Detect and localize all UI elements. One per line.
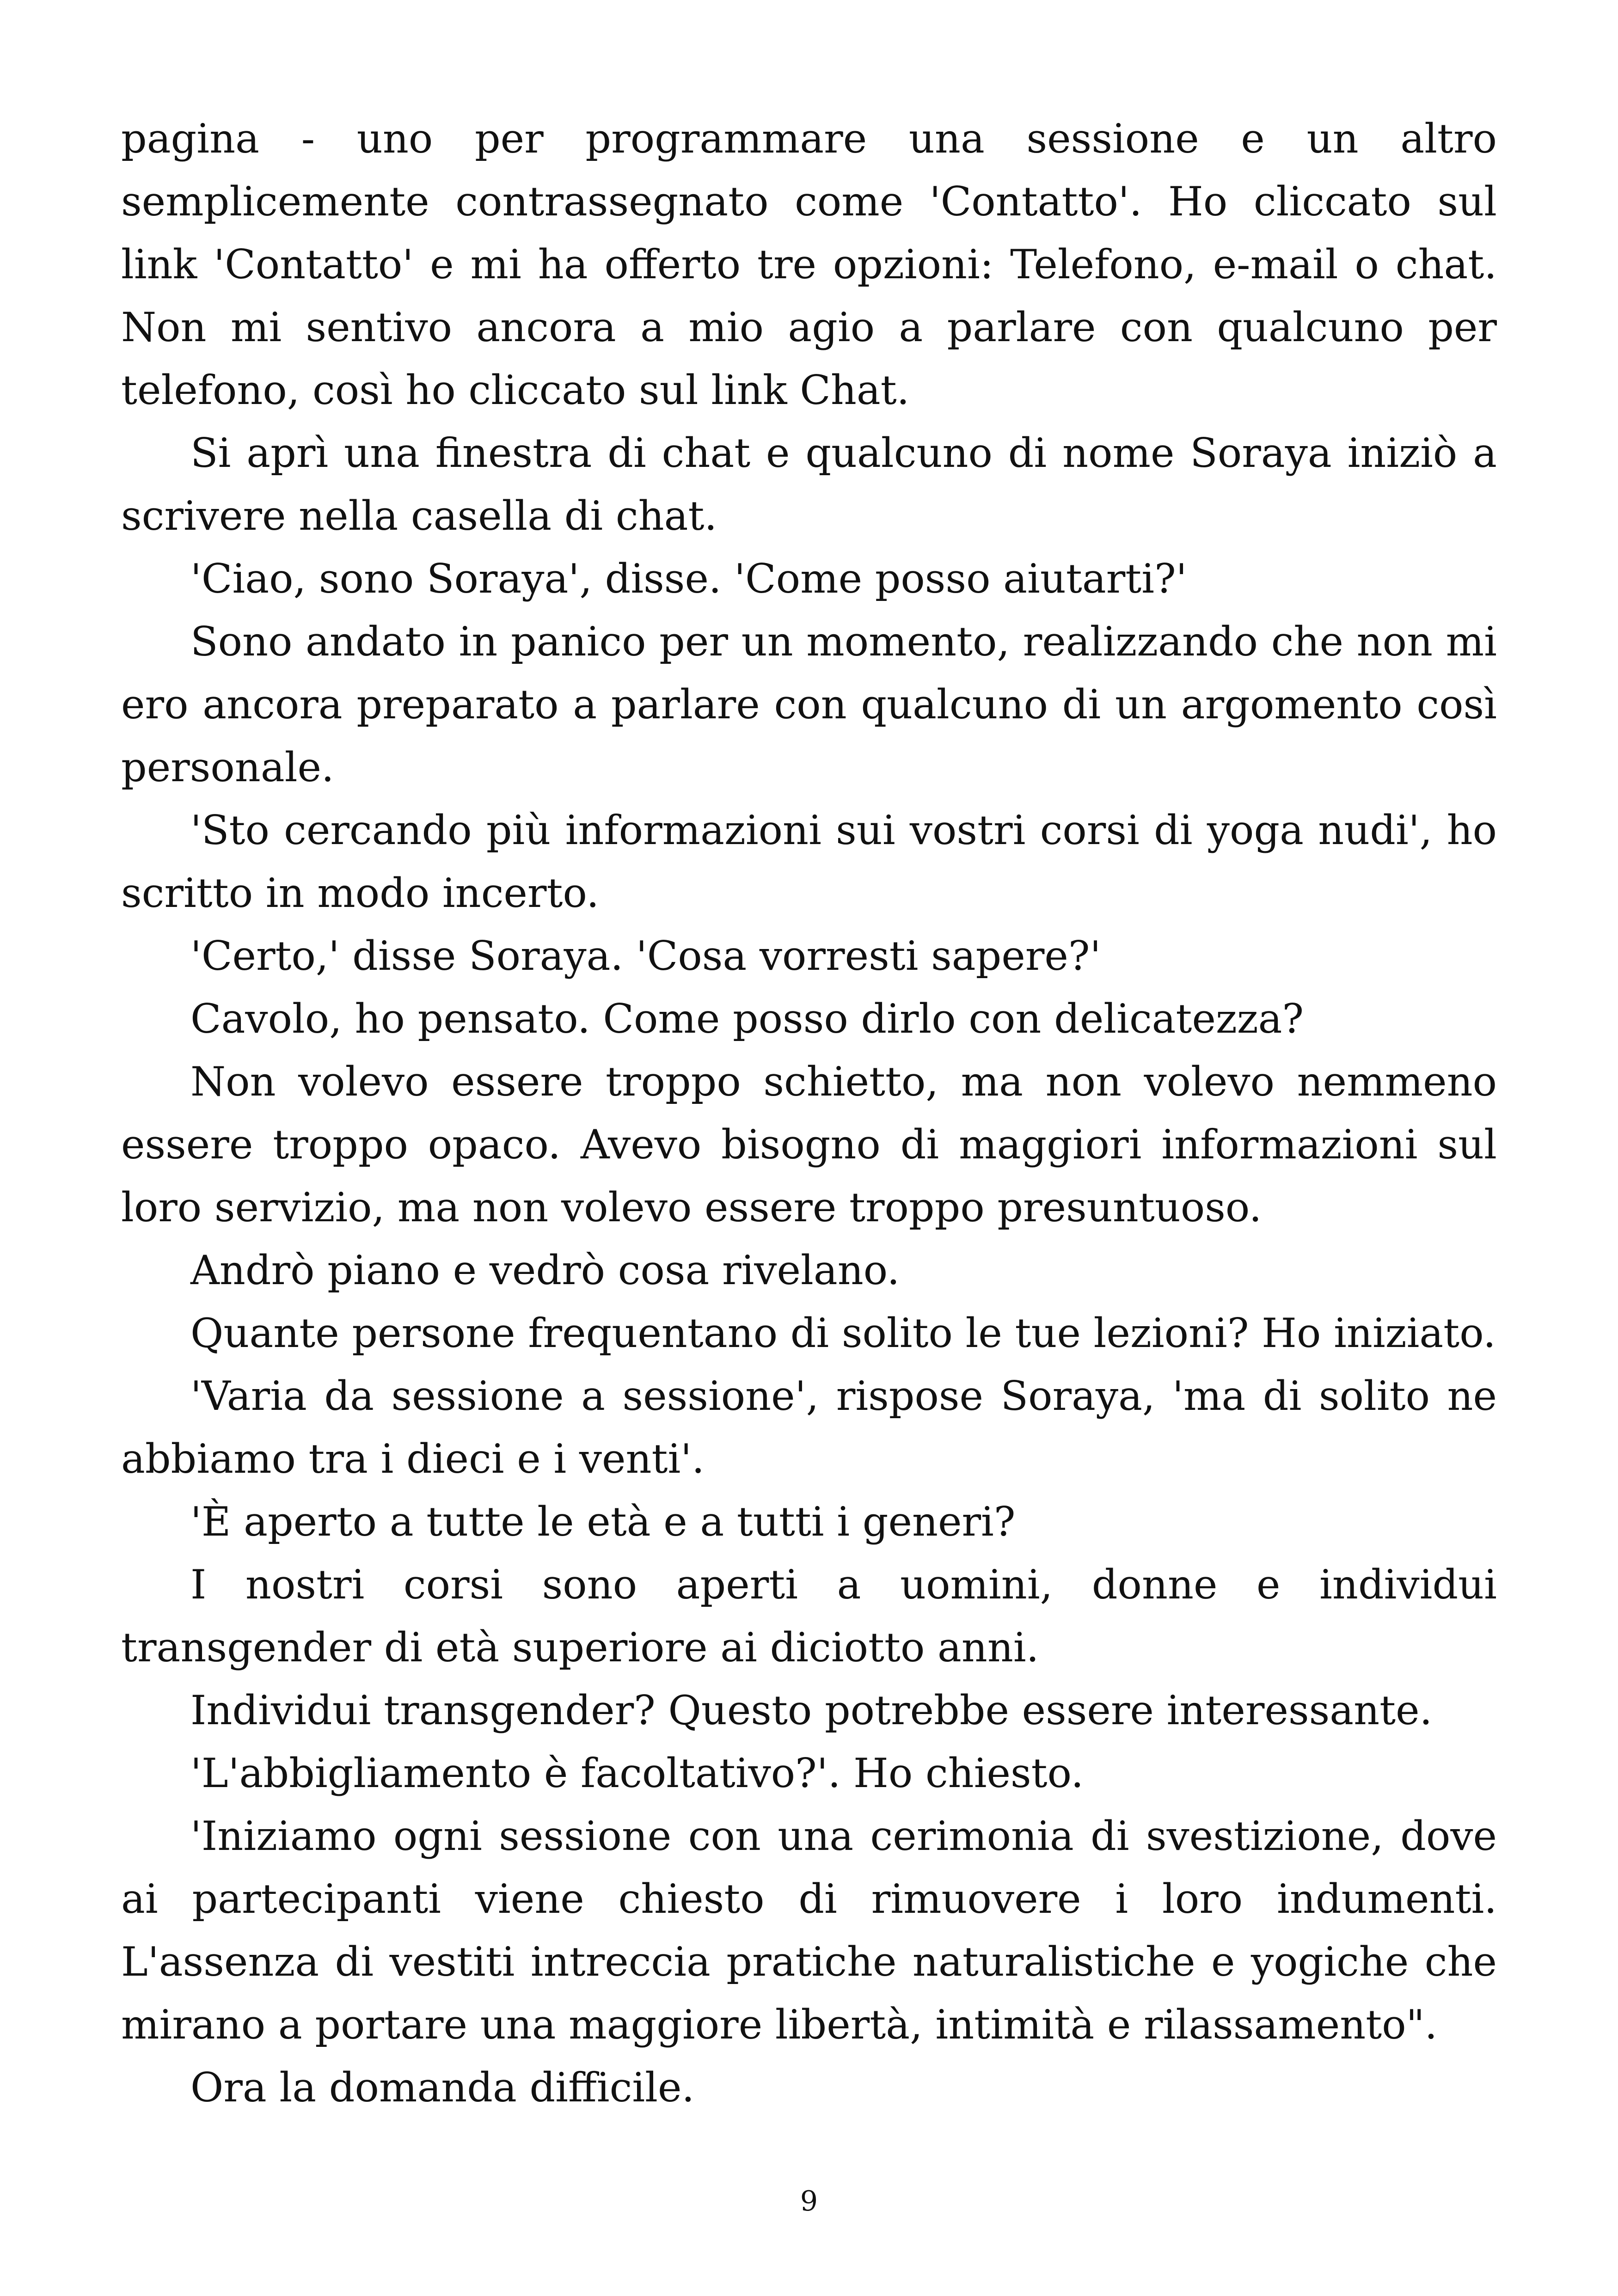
paragraph: Andrò piano e vedrò cosa rivelano. — [190, 1247, 900, 1294]
paragraph: 'Iniziamo ogni sessione con una cerimonia di svestizione, dove ai partecipanti viene chiesto di rimuovere i loro indumenti. L'assenza di vestiti intreccia pratiche naturalistiche e yogiche che mirano a portare una maggiore libertà, intimità e rilassamento". — [121, 1812, 1497, 2048]
paragraph: 'Varia da sessione a sessione', rispose Soraya, 'ma di solito ne abbiamo tra i dieci e i venti'. — [121, 1372, 1497, 1482]
paragraph: 'È aperto a tutte le età e a tutti i generi? — [190, 1498, 1016, 1545]
paragraph: Quante persone frequentano di solito le tue lezioni? Ho iniziato. — [190, 1310, 1496, 1357]
page-number: 9 — [800, 2185, 818, 2217]
body-text — [121, 107, 1497, 2119]
paragraph: Si aprì una finestra di chat e qualcuno di nome Soraya iniziò a scrivere nella casella di chat. — [121, 429, 1497, 539]
paragraph: Cavolo, ho pensato. Come posso dirlo con delicatezza? — [190, 995, 1304, 1042]
paragraph: Individui transgender? Questo potrebbe essere interessante. — [190, 1687, 1433, 1734]
paragraph: I nostri corsi sono aperti a uomini, donne e individui transgender di età superiore ai diciotto anni. — [121, 1561, 1497, 1671]
paragraph: 'L'abbigliamento è facoltativo?'. Ho chiesto. — [190, 1750, 1084, 1797]
paragraph: Sono andato in panico per un momento, realizzando che non mi ero ancora preparato a parlare con qualcuno di un argomento così personale. — [121, 618, 1497, 791]
paragraph: 'Ciao, sono Soraya', disse. 'Come posso aiutarti?' — [190, 555, 1187, 602]
paragraph-continuation: pagina - uno per programmare una sessione e un altro semplicemente contrassegnato come 'Contatto'. Ho cliccato sul link 'Contatto' e mi ha offerto tre opzioni: Telefono, e-mail o chat. Non mi sentivo ancora a mio agio a parlare con qualcuno per telefono, così ho cliccato sul link Chat. — [121, 115, 1497, 414]
paragraph: Ora la domanda difficile. — [190, 2064, 695, 2111]
paragraph: 'Sto cercando più informazioni sui vostri corsi di yoga nudi', ho scritto in modo incerto. — [121, 807, 1497, 917]
paragraph: 'Certo,' disse Soraya. 'Cosa vorresti sapere?' — [190, 932, 1101, 980]
paragraph: Non volevo essere troppo schietto, ma non volevo nemmeno essere troppo opaco. Avevo bisogno di maggiori informazioni sul loro servizio, ma non volevo essere troppo presuntuoso. — [121, 1058, 1497, 1231]
